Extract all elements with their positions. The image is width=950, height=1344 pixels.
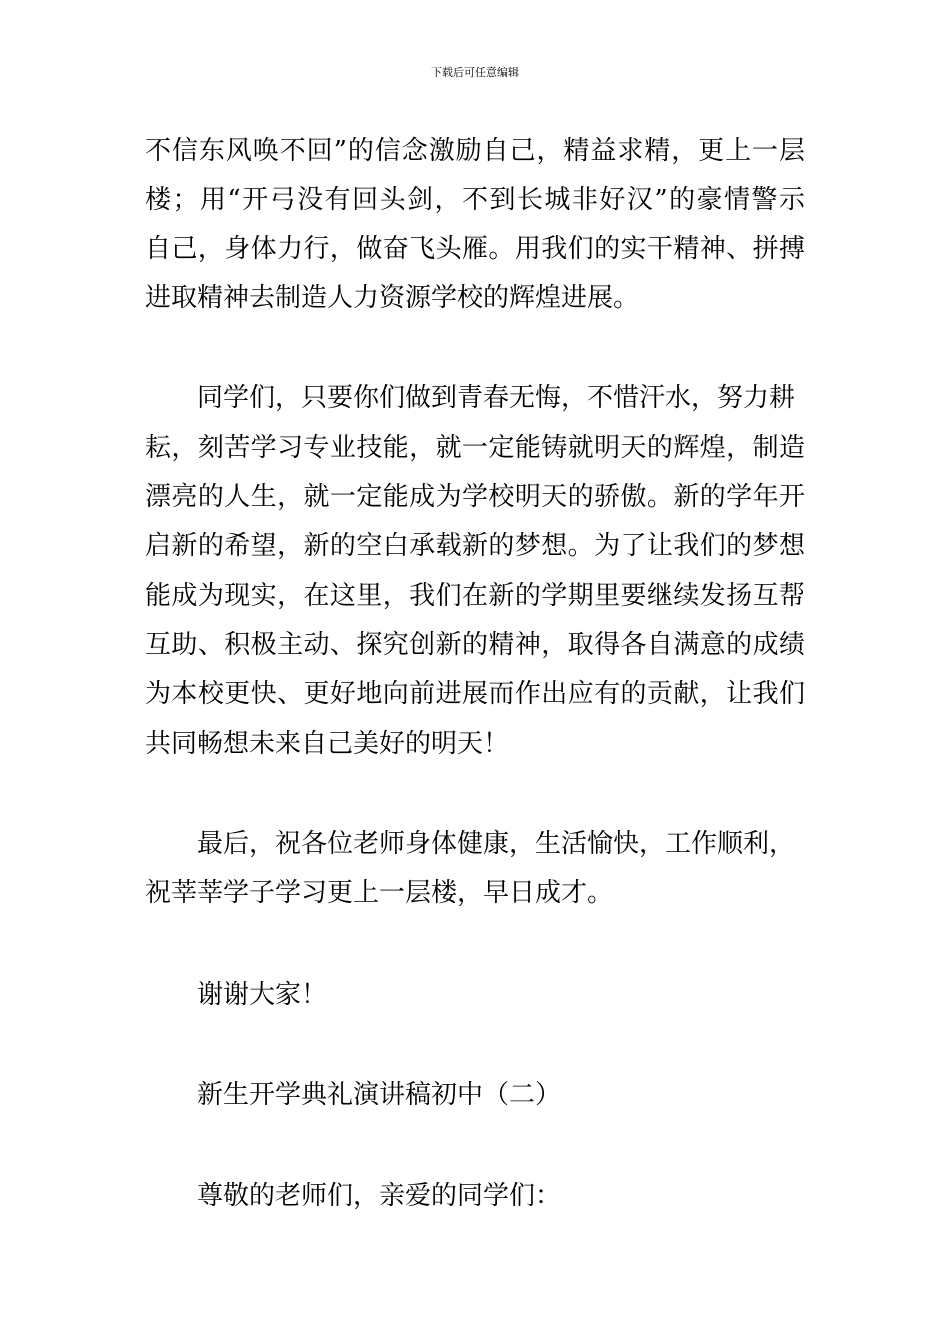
section-heading: 新生开学典礼演讲稿初中（二） [197, 1080, 562, 1110]
paragraph-2-line-2: 耘，刻苦学习专业技能，就一定能铸就明天的辉煌，制造 [145, 433, 805, 463]
paragraph-1-line-2: 楼；用“开弓没有回头剑，不到长城非好汉”的豪情警示 [145, 185, 805, 215]
paragraph-2-line-7: 为本校更快、更好地向前进展而作出应有的贡献，让我们 [145, 679, 805, 709]
paragraph-1-line-4: 进取精神去制造人力资源学校的辉煌进展。 [145, 283, 640, 313]
closing-thanks: 谢谢大家！ [197, 980, 328, 1010]
paragraph-2-line-1: 同学们，只要你们做到青春无悔，不惜汗水，努力耕 [197, 383, 796, 413]
paragraph-3-line-1: 最后，祝各位老师身体健康，生活愉快，工作顺利， [197, 829, 796, 859]
paragraph-2-line-8: 共同畅想未来自己美好的明天！ [145, 729, 510, 759]
paragraph-1-line-3: 自己，身体力行，做奋飞头雁。用我们的实干精神、拼搏 [145, 234, 805, 264]
salutation: 尊敬的老师们，亲爱的同学们： [197, 1181, 562, 1211]
paragraph-1-line-1: 不信东风唤不回”的信念激励自己，精益求精，更上一层 [145, 136, 805, 166]
page-header: 下载后可任意编辑 [431, 66, 519, 79]
paragraph-2-line-6: 互助、积极主动、探究创新的精神，取得各自满意的成绩 [145, 630, 805, 660]
paragraph-2-line-4: 启新的希望，新的空白承载新的梦想。为了让我们的梦想 [145, 531, 805, 561]
paragraph-3-line-2: 祝莘莘学子学习更上一层楼，早日成才。 [145, 878, 614, 908]
paragraph-2-line-3: 漂亮的人生，就一定能成为学校明天的骄傲。新的学年开 [145, 482, 805, 512]
paragraph-2-line-5: 能成为现实，在这里，我们在新的学期里要继续发扬互帮 [145, 581, 805, 611]
